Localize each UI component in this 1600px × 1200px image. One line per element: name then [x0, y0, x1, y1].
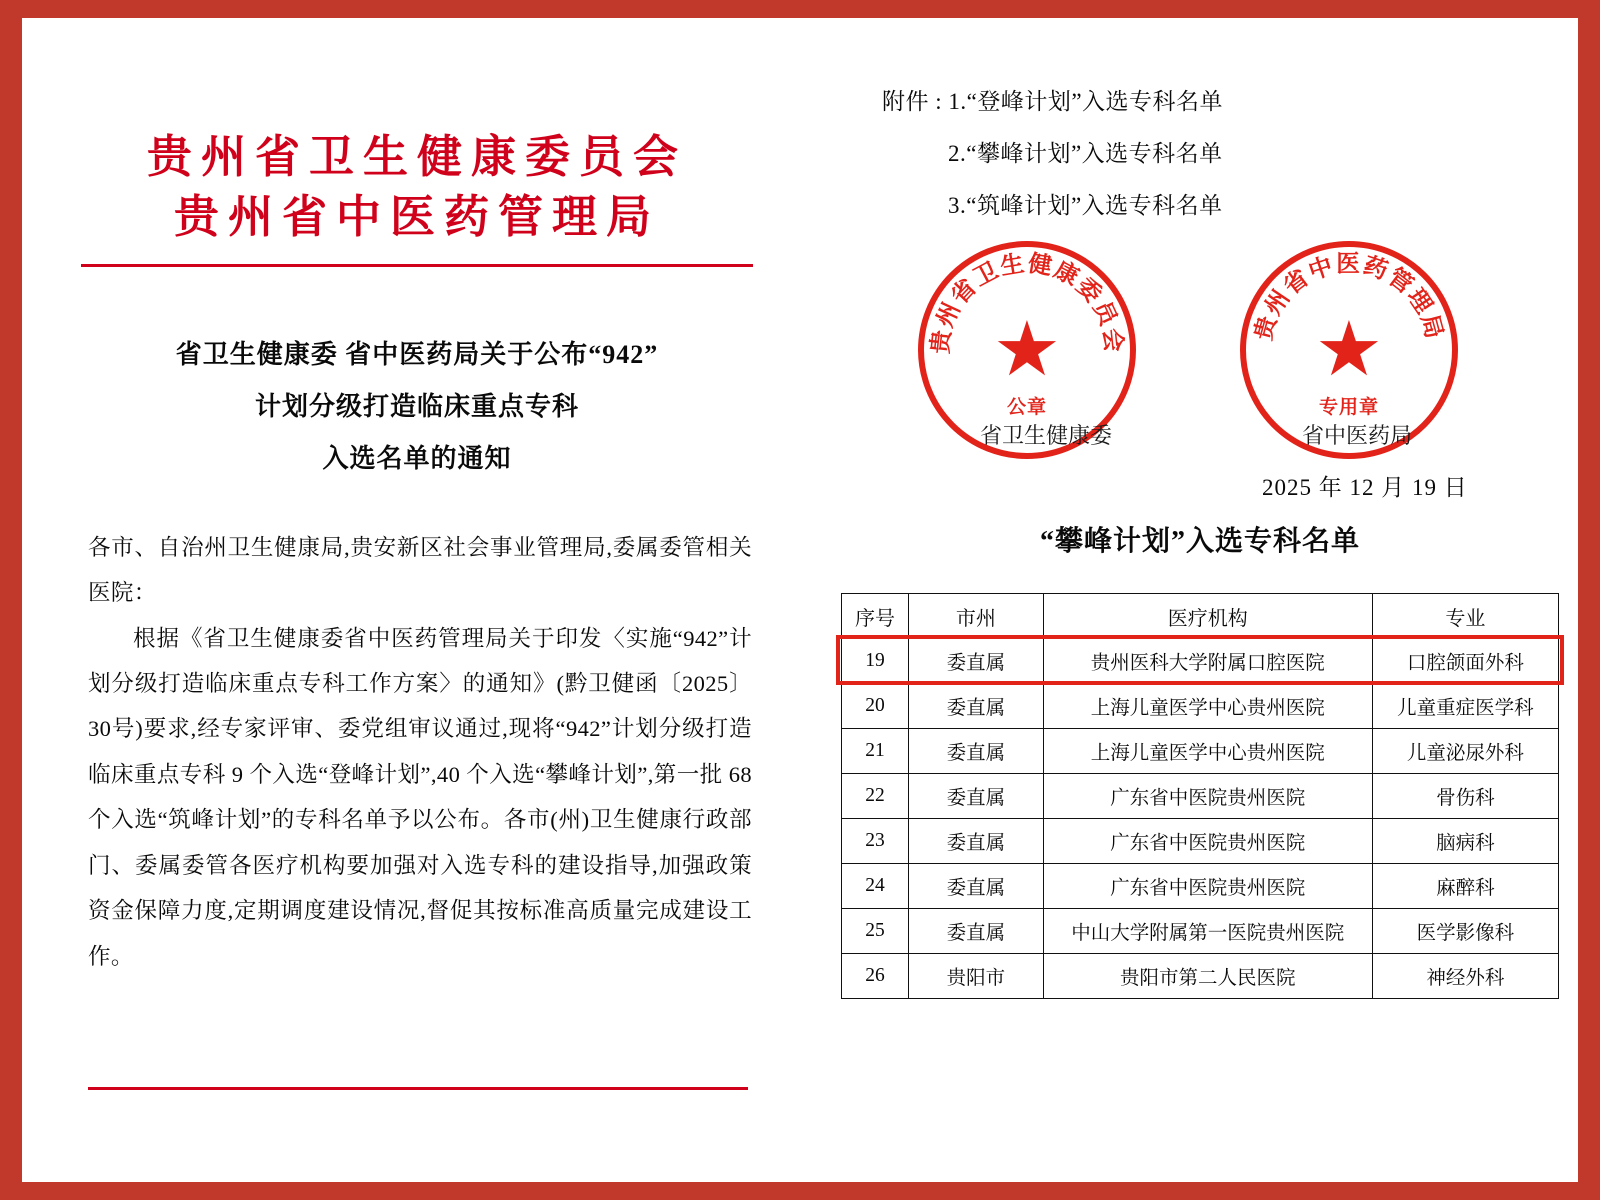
signature-health-commission: 省卫生健康委	[980, 423, 1113, 449]
letterhead-line-1: 贵州省卫生健康委员会	[146, 132, 687, 182]
table-row	[842, 954, 1559, 999]
body-paragraph-main: 根据《省卫生健康委省中医药管理局关于印发〈实施“942”计划分级打造临床重点专科工作方案〉的通知》(黔卫健函〔2025〕30号)要求,经专家评审、委党组审议通过,现将“942”计划分级打造临床重点专科 9 个入选“登峰计划”,40 个入选“攀峰计划”,第一批 68 个入选“筑峰计划”的专科名单予以公布。各市(州)卫生健康行政部门、委属委管各医疗机构要加强对入选专科的建设指导,加强政策资金保障力度,定期调度建设情况,督促其按标准高质量完成建设工作。	[88, 625, 752, 969]
table-container	[841, 593, 1559, 999]
cell-city: 委直属	[909, 909, 1044, 954]
table-row	[842, 909, 1559, 954]
cell-major: 麻醉科	[1372, 864, 1558, 909]
page-title	[22, 329, 812, 485]
cell-city: 委直属	[909, 684, 1044, 729]
cell-no: 25	[842, 909, 909, 954]
document-page	[22, 18, 1578, 1182]
document-body	[88, 525, 752, 979]
star-icon: ★	[992, 308, 1062, 393]
cell-city: 委直属	[909, 819, 1044, 864]
cell-no: 19	[842, 639, 909, 684]
cell-organization: 广东省中医院贵州医院	[1043, 774, 1372, 819]
specialty-list-table	[841, 593, 1559, 999]
attachment-list	[822, 76, 1578, 231]
cell-major: 医学影像科	[1372, 909, 1558, 954]
cell-no: 20	[842, 684, 909, 729]
letterhead-divider	[81, 264, 753, 267]
attachment-item-3: 3.“筑峰计划”入选专科名单	[948, 192, 1223, 218]
cell-city: 委直属	[909, 774, 1044, 819]
seal-arc-label-1: 贵州省卫生健康委员会	[927, 251, 1127, 356]
cell-city: 贵阳市	[909, 954, 1044, 999]
cell-city: 委直属	[909, 864, 1044, 909]
cell-major: 口腔颌面外科	[1372, 639, 1558, 684]
page-title-line-3: 入选名单的通知	[322, 443, 512, 473]
cell-major: 脑病科	[1372, 819, 1558, 864]
cell-no: 24	[842, 864, 909, 909]
cell-organization: 上海儿童医学中心贵州医院	[1043, 729, 1372, 774]
cell-major: 神经外科	[1372, 954, 1558, 999]
cell-no: 26	[842, 954, 909, 999]
column-header-no: 序号	[842, 594, 909, 639]
column-header-city: 市州	[909, 594, 1044, 639]
table-title: “攀峰计划”入选专科名单	[1039, 526, 1360, 558]
letterhead	[22, 128, 812, 267]
column-header-organization: 医疗机构	[1043, 594, 1372, 639]
left-column	[22, 18, 812, 1182]
table-row	[842, 774, 1559, 819]
cell-organization: 中山大学附属第一医院贵州医院	[1043, 909, 1372, 954]
page-title-line-1: 省卫生健康委 省中医药局关于公布“942”	[175, 339, 659, 369]
table-body	[842, 639, 1559, 999]
cell-no: 21	[842, 729, 909, 774]
star-icon: ★	[1314, 308, 1384, 393]
table-row	[842, 639, 1559, 684]
cell-city: 委直属	[909, 729, 1044, 774]
attachment-item-2: 2.“攀峰计划”入选专科名单	[948, 140, 1223, 166]
cell-organization: 贵阳市第二人民医院	[1043, 954, 1372, 999]
table-row	[842, 864, 1559, 909]
cell-major: 骨伤科	[1372, 774, 1558, 819]
cell-organization: 广东省中医院贵州医院	[1043, 819, 1372, 864]
table-row	[842, 729, 1559, 774]
right-column	[822, 18, 1578, 1182]
cell-no: 23	[842, 819, 909, 864]
issue-date: 2025 年 12 月 19 日	[1262, 475, 1468, 501]
table-row	[842, 684, 1559, 729]
cell-organization: 上海儿童医学中心贵州医院	[1043, 684, 1372, 729]
cell-major: 儿童泌尿外科	[1372, 729, 1558, 774]
cell-city: 委直属	[909, 639, 1044, 684]
cell-no: 22	[842, 774, 909, 819]
seal-area	[822, 241, 1578, 501]
page-title-line-2: 计划分级打造临床重点专科	[254, 391, 579, 421]
seal-bottom-label-2: 专用章	[1318, 397, 1379, 419]
cell-organization: 贵州医科大学附属口腔医院	[1043, 639, 1372, 684]
footer-divider	[88, 1087, 748, 1090]
cell-organization: 广东省中医院贵州医院	[1043, 864, 1372, 909]
seal-arc-label-2: 贵州省中医药管理局	[1250, 251, 1448, 344]
table-header-row	[842, 594, 1559, 639]
body-paragraph-recipients: 各市、自治州卫生健康局,贵安新区社会事业管理局,委属委管相关医院：	[88, 534, 752, 606]
signature-tcm-bureau: 省中医药局	[1302, 423, 1413, 449]
cell-major: 儿童重症医学科	[1372, 684, 1558, 729]
column-header-major: 专业	[1372, 594, 1558, 639]
attachment-item-1: 附件 : 1.“登峰计划”入选专科名单	[882, 89, 1224, 114]
seal-bottom-label-1: 公章	[1006, 397, 1047, 419]
letterhead-line-2: 贵州省中医药管理局	[173, 191, 660, 242]
table-row	[842, 819, 1559, 864]
